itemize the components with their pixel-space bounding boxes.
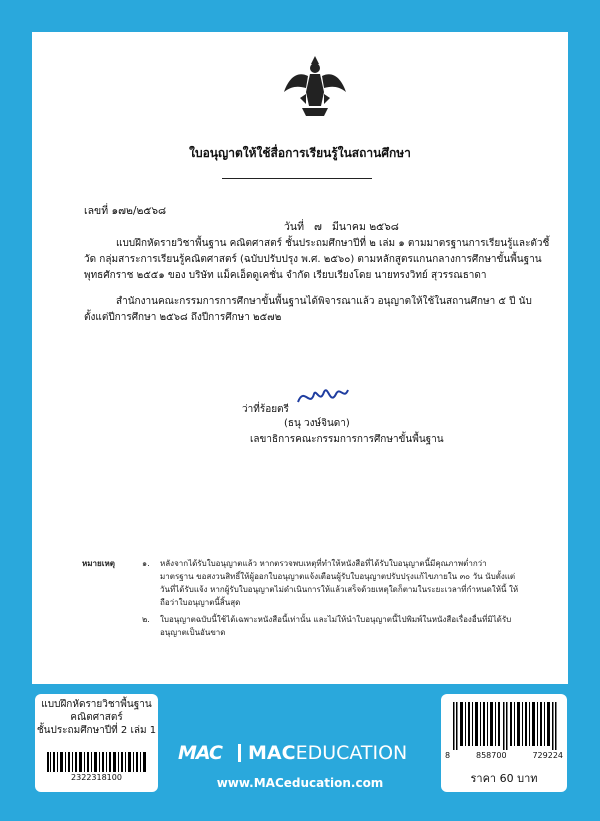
license-paragraph-1: แบบฝึกหัดรายวิชาพื้นฐาน คณิตศาสตร์ ชั้นประถมศึกษาปีที่ ๒ เล่ม ๑ ตามมาตรฐานการเรียนรู้และตัวชี้วัด กลุ่มสาระการเรียนรู้คณิตศาสตร์ (ฉบับปรับปรุง พ.ศ. ๒๕๖๐) ตามหลักสูตรแกนกลางการศึกษาขั้นพื้นฐาน พุทธศักราช ๒๕๕๑ ของ บริษัท แม็คเอ็ดดูเคชั่น จำกัด เรียบเรียงโดย นายทรงวิทย์ สุวรรณธาดา bbox=[84, 238, 550, 281]
price-label: ราคา 60 บาท bbox=[470, 772, 538, 785]
license-paragraph-2: สำนักงานคณะกรรมการการศึกษาขั้นพื้นฐานได้พิจารณาแล้ว อนุญาตให้ใช้ในสถานศึกษา ๕ ปี นับตั้งแต่ปีการศึกษา ๒๕๖๘ ถึงปีการศึกษา ๒๕๗๒ bbox=[84, 296, 532, 323]
title-underline bbox=[222, 178, 372, 179]
isbn-lead: 8 bbox=[445, 751, 451, 760]
note-number: ๒. bbox=[142, 615, 150, 624]
product-code: 2322318100 bbox=[71, 773, 122, 782]
logo-wordmark bbox=[248, 742, 407, 764]
isbn-group-2: 729224 bbox=[532, 751, 563, 760]
license-document bbox=[32, 32, 568, 684]
book-title-line-1: แบบฝึกหัดรายวิชาพื้นฐาน bbox=[41, 699, 152, 710]
signer-position: เลขาธิการคณะกรรมการการศึกษาขั้นพื้นฐาน bbox=[250, 434, 444, 445]
note-text: หลังจากได้รับใบอนุญาตแล้ว หากตรวจพบเหตุที่ทำให้หนังสือที่ได้รับใบอนุญาตนี้มีคุณภาพต่ำกว่ามาตรฐาน ขอสงวนสิทธิ์ให้ผู้ออกใบอนุญาตแจ้งเตือนผู้รับใบอนุญาตปรับปรุงแก้ไขภายใน ๓๐ วัน นับตั้งแต่วันที่ได้รับแจ้ง หากผู้รับใบอนุญาตไม่ดำเนินการให้แล้วเสร็จด้วยเหตุใดก็ตามในระยะเวลาที่กำหนดให้นี้ ให้ถือว่าใบอนุญาตนี้สิ้นสุด bbox=[160, 559, 519, 607]
isbn-price-box bbox=[441, 694, 567, 792]
book-title-line-2: คณิตศาสตร์ bbox=[70, 712, 123, 723]
book-title-line-3: ชั้นประถมศึกษาปีที่ 2 เล่ม 1 bbox=[36, 725, 157, 736]
mac-education-logo bbox=[178, 742, 428, 764]
website-url: www.MACeducation.com bbox=[216, 776, 384, 790]
logo-word-light: EDUCATION bbox=[295, 742, 408, 764]
garuda-emblem-icon bbox=[280, 52, 350, 122]
date-line bbox=[284, 218, 399, 235]
date-month-year: มีนาคม ๒๕๖๘ bbox=[331, 221, 399, 233]
logo-word-bold: MAC bbox=[248, 742, 296, 764]
logo-divider bbox=[238, 744, 241, 762]
license-number: เลขที่ ๑๗๒/๒๕๖๘ bbox=[84, 205, 167, 217]
signature-icon bbox=[294, 382, 354, 412]
notes-label: หมายเหตุ bbox=[82, 559, 115, 568]
document-title: ใบอนุญาตให้ใช้สื่อการเรียนรู้ในสถานศึกษา bbox=[189, 146, 411, 160]
date-label: วันที่ bbox=[284, 221, 304, 233]
isbn-barcode-icon bbox=[453, 702, 557, 750]
product-barcode-icon bbox=[47, 752, 146, 772]
book-title bbox=[35, 698, 158, 737]
date-day: ๗ bbox=[314, 221, 322, 233]
note-number: ๑. bbox=[142, 559, 150, 568]
isbn-group-1: 858700 bbox=[476, 751, 507, 760]
mac-logo-mark: MAC bbox=[178, 742, 222, 764]
signer-prefix: ว่าที่ร้อยตรี bbox=[242, 404, 289, 415]
note-text: ใบอนุญาตฉบับนี้ใช้ได้เฉพาะหนังสือนี้เท่านั้น และไม่ให้นำใบอนุญาตนี้ไปพิมพ์ในหนังสือเรื่องอื่นที่มิได้รับอนุญาตเป็นอันขาด bbox=[160, 615, 512, 637]
isbn-digits bbox=[445, 751, 563, 760]
signer-name: (ธนุ วงษ์จินดา) bbox=[284, 418, 350, 429]
